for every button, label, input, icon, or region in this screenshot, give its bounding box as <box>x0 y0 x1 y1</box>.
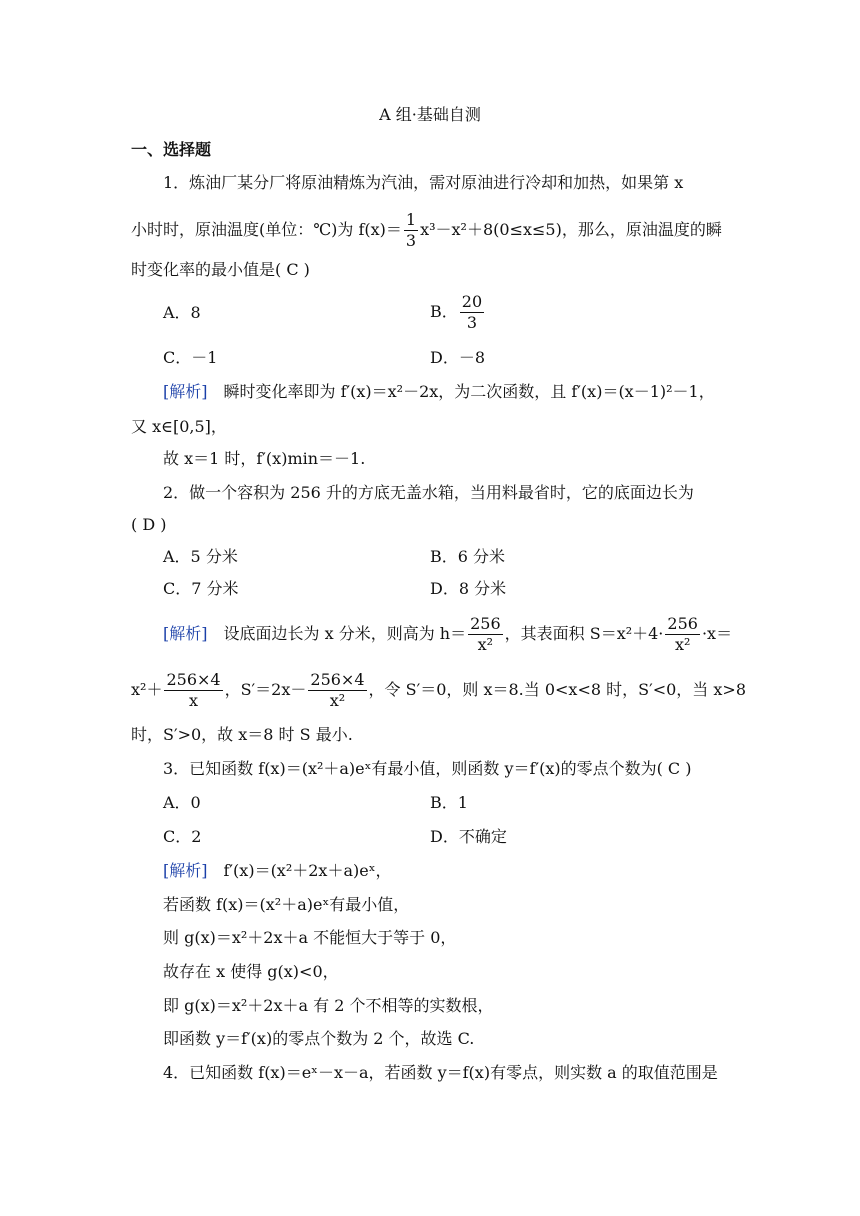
q2-fraction-1 <box>468 614 503 655</box>
q1-option-b-label: B． <box>430 302 458 321</box>
q1-option-a: A．8 <box>163 303 201 322</box>
q3-option-a: A．0 <box>163 793 201 812</box>
q1-option-b-fraction <box>460 292 484 333</box>
q1-fraction <box>404 210 418 251</box>
q3-option-d: D．不确定 <box>430 827 507 846</box>
q1-option-b <box>430 292 630 333</box>
q2-frac-1-num: 256 <box>470 614 501 633</box>
q2-line-2: ( D ) <box>131 515 167 534</box>
q2-fraction-3 <box>164 670 222 711</box>
q3-analysis-text-1: f′(x)＝(x²＋2x＋a)eˣ， <box>207 861 392 880</box>
q1-option-b-den: 3 <box>466 313 478 332</box>
q1-analysis-text-1: 瞬时变化率即为 f′(x)＝x²－2x，为二次函数，且 f′(x)＝(x－1)²－1， <box>207 382 715 401</box>
q3-option-b: B．1 <box>430 793 468 812</box>
q2-analysis-text-a: 设底面边长为 x 分米，则高为 h＝ <box>207 624 467 643</box>
q2-frac-2-den: x² <box>674 635 691 654</box>
q2-option-c: C．7 分米 <box>163 579 239 598</box>
q3-option-c: C．2 <box>163 827 202 846</box>
q2-frac-1-den: x² <box>477 635 494 654</box>
q1-analysis-line-1 <box>163 381 763 403</box>
q2-frac-3-den: x <box>189 691 199 710</box>
q2-analysis-line-3: 时，S′>0，故 x＝8 时 S 最小. <box>131 725 353 744</box>
q2-frac-4-den: x² <box>329 691 346 710</box>
q2-line-1: 2．做一个容积为 256 升的方底无盖水箱，当用料最省时，它的底面边长为 <box>163 483 694 502</box>
q2-analysis-text-f: ，令 S′＝0，则 x＝8.当 0<x<8 时，S′<0，当 x>8 <box>368 680 746 699</box>
q2-analysis-text-b: ，其表面积 S＝x²＋4· <box>504 624 664 643</box>
q3-analysis-line-3: 则 g(x)＝x²＋2x＋a 不能恒大于等于 0， <box>163 928 457 947</box>
q2-analysis-text-d: x²＋ <box>131 680 163 699</box>
q1-text-b: x³－x²＋8(0≤x≤5)，那么，原油温度的瞬 <box>420 220 722 239</box>
q3-analysis-line-2: 若函数 f(x)＝(x²＋a)eˣ有最小值， <box>163 895 410 914</box>
q2-frac-4-num: 256×4 <box>310 670 365 689</box>
q3-analysis-line-5: 即 g(x)＝x²＋2x＋a 有 2 个不相等的实数根， <box>163 996 494 1015</box>
q3-analysis-line-1 <box>163 860 763 882</box>
q1-text-a: 小时时，原油温度(单位：℃)为 f(x)＝ <box>131 220 402 239</box>
q1-analysis-line-3: 故 x＝1 时，f′(x)min＝－1. <box>163 449 366 468</box>
q1-line-1: 1．炼油厂某分厂将原油精炼为汽油，需对原油进行冷却和加热，如果第 x <box>163 173 684 192</box>
page-title: A 组·基础自测 <box>379 105 481 124</box>
q2-frac-2-num: 256 <box>667 614 698 633</box>
q3-analysis-line-4: 故存在 x 使得 g(x)<0， <box>163 962 339 981</box>
q4-line-1: 4．已知函数 f(x)＝eˣ－x－a，若函数 y＝f(x)有零点，则实数 a 的取值范围是 <box>163 1063 718 1082</box>
q1-option-d: D．－8 <box>430 348 486 367</box>
q1-option-b-num: 20 <box>461 292 483 311</box>
q2-fraction-4 <box>308 670 366 711</box>
q2-analysis-text-c: ·x＝ <box>701 624 733 643</box>
q3-analysis-tag: [解析] <box>163 861 208 880</box>
q2-analysis-line-1 <box>163 614 763 655</box>
q2-analysis-text-e: ，S′＝2x－ <box>224 680 307 699</box>
q2-option-d: D．8 分米 <box>430 579 507 598</box>
q2-analysis-line-2 <box>131 670 746 711</box>
q2-fraction-2 <box>665 614 700 655</box>
q1-frac-num: 1 <box>405 210 417 229</box>
q3-line-1: 3．已知函数 f(x)＝(x²＋a)eˣ有最小值，则函数 y＝f′(x)的零点个数为( C ) <box>163 759 692 778</box>
q2-frac-3-num: 256×4 <box>166 670 221 689</box>
q3-analysis-line-6: 即函数 y＝f′(x)的零点个数为 2 个，故选 C. <box>163 1029 475 1048</box>
q1-analysis-tag: [解析] <box>163 382 208 401</box>
q1-line-2 <box>131 210 731 251</box>
q1-option-c: C．－1 <box>163 348 218 367</box>
q1-line-3: 时变化率的最小值是( C ) <box>131 260 310 279</box>
q2-analysis-tag: [解析] <box>163 624 208 643</box>
q1-analysis-line-2: 又 x∈[0,5]， <box>131 417 227 436</box>
q2-option-a: A．5 分米 <box>163 547 238 566</box>
q1-frac-den: 3 <box>405 231 417 250</box>
q2-option-b: B．6 分米 <box>430 547 506 566</box>
section-heading: 一、选择题 <box>131 140 212 159</box>
